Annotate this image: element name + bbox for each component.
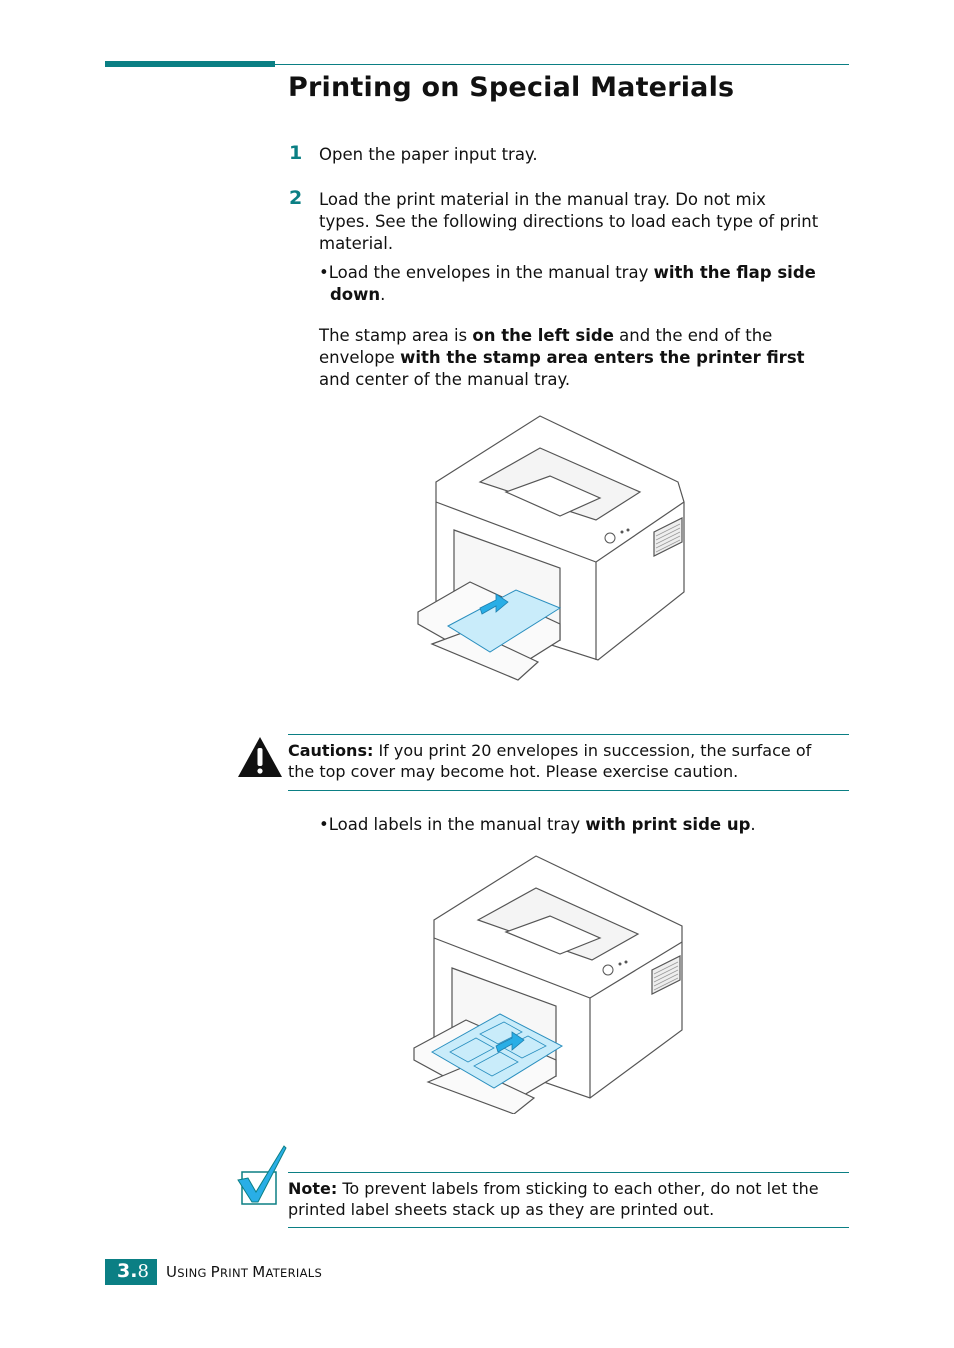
caution-bottom-rule: [288, 790, 849, 791]
step-number: 2: [289, 187, 303, 209]
printer-envelope-illustration: [410, 412, 695, 687]
printer-labels-illustration: [410, 852, 695, 1114]
step-text-line: types. See the following directions to load each type of print: [319, 212, 819, 231]
step-text-line: Load the print material in the manual tray. Do not mix: [319, 190, 766, 209]
caution-top-rule: [288, 734, 849, 735]
note-bottom-rule: [288, 1227, 849, 1228]
stamp-paragraph: The stamp area is on the left side and the end of the envelope with the stamp area enters the printer first and center of the manual tray.: [319, 326, 805, 389]
envelope-bullet: •Load the envelopes in the manual tray with the flap side down.: [319, 263, 816, 304]
step-text: [319, 189, 818, 255]
note-text: Note: To prevent labels from sticking to each other, do not let the printed label sheets stack up as they are printed out.: [288, 1179, 819, 1219]
page-title: Printing on Special Materials: [288, 72, 735, 103]
header-rule-thick: [105, 61, 275, 67]
checkmark-icon: [236, 1144, 288, 1206]
step-text: Open the paper input tray.: [319, 145, 538, 164]
caution-text: Cautions: If you print 20 envelopes in succession, the surface of the top cover may become hot. Please exercise caution.: [288, 741, 812, 781]
note-top-rule: [288, 1172, 849, 1173]
page-number-badge: 3.8: [105, 1259, 157, 1285]
step-number: 1: [289, 142, 303, 164]
step-text-line: material.: [319, 234, 394, 253]
header-rule-thin: [275, 64, 849, 65]
labels-bullet: •Load labels in the manual tray with print side up.: [319, 815, 756, 834]
footer-section-title: USING PRINT MATERIALS: [166, 1263, 323, 1281]
warning-triangle-icon: [236, 735, 284, 779]
